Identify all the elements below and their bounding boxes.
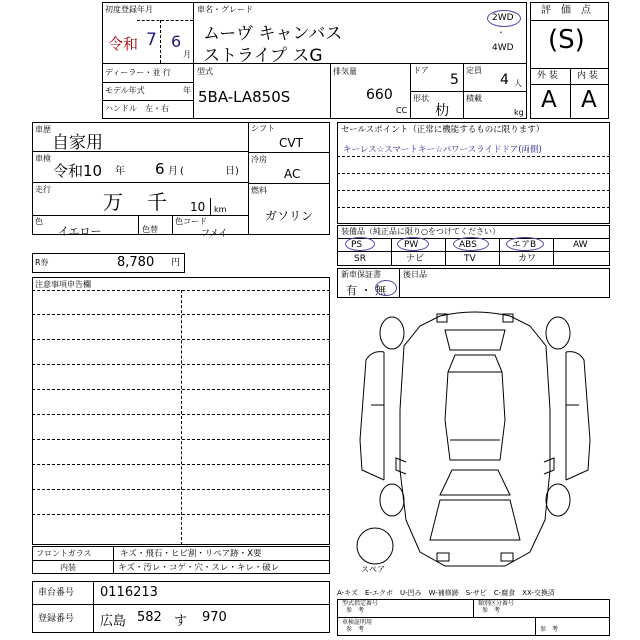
spare-label: スペア bbox=[361, 565, 385, 574]
reg-cert-sub: 参 考 bbox=[346, 626, 365, 633]
inspection-month-unit: 月 bbox=[168, 166, 178, 177]
windshield-value: キズ・飛石・ヒビ割・リペア跡・X要 bbox=[120, 549, 262, 559]
load-unit: kg bbox=[514, 108, 524, 117]
interior-grade: A bbox=[581, 87, 597, 113]
recycle-unit: 円 bbox=[171, 258, 181, 268]
first-reg-year: 7 bbox=[146, 30, 157, 50]
displacement-label: 排気量 bbox=[333, 67, 357, 76]
rear-seat-label: 後日品 bbox=[403, 270, 427, 279]
ref-label: 参 考 bbox=[540, 626, 559, 633]
interior-label: 内 装 bbox=[577, 71, 598, 81]
color-value: イエロー bbox=[58, 225, 102, 238]
interior-cond-label: 内装 bbox=[60, 563, 76, 572]
month-unit: 月 bbox=[183, 50, 191, 59]
category-cert-label: 類別区分番号 bbox=[478, 600, 515, 607]
first-reg-month: 6 bbox=[171, 32, 182, 51]
grade-value: (S) bbox=[548, 25, 585, 55]
capacity-value: 4 bbox=[500, 72, 509, 88]
equipment-label: 装備品（純正品に限り○をつけてください） bbox=[341, 227, 500, 236]
reg-cert-label: 車検証明用 bbox=[342, 619, 373, 626]
car-name-line1: ムーヴ キャンバス bbox=[203, 24, 343, 44]
damage-legend: A-キズ E-エクボ U-凹み W-補修跡 S-サビ C-腐食 XX-交換済 bbox=[337, 589, 555, 597]
plate-kana: す bbox=[174, 614, 188, 629]
color-code-label: 色コード bbox=[175, 217, 207, 226]
shape-value: 朸 bbox=[435, 103, 449, 119]
equip-pw: PW bbox=[404, 240, 419, 250]
plate-class: 582 bbox=[137, 610, 162, 625]
sales-point-label: セールスポイント（正常に機能するものに限ります） bbox=[341, 125, 545, 135]
equip-ps: PS bbox=[351, 240, 363, 250]
fuel-label: 燃料 bbox=[251, 186, 267, 195]
model-cert-label: 型式指定番号 bbox=[342, 600, 379, 607]
color-label: 色 bbox=[35, 217, 43, 226]
plate-region: 広島 bbox=[100, 614, 127, 629]
inspection-label: 車検 bbox=[35, 154, 51, 163]
color-change-label: 色替 bbox=[142, 225, 158, 234]
equip-airbag: エアB bbox=[512, 240, 537, 250]
color-code-value: フメイ bbox=[201, 229, 228, 239]
equip-navi: ナビ bbox=[406, 254, 425, 264]
capacity-label: 定員 bbox=[466, 66, 482, 75]
inspection-month: 6 bbox=[155, 160, 165, 178]
door-value: 5 bbox=[450, 72, 459, 88]
equip-abs: ABS bbox=[459, 240, 477, 250]
fuel-value: ガソリン bbox=[265, 209, 314, 223]
displacement-value: 660 bbox=[366, 87, 393, 103]
displacement-unit: CC bbox=[396, 106, 408, 115]
inspection-paren: ( bbox=[180, 166, 184, 177]
recycle-value: 8,780 bbox=[117, 255, 155, 270]
grade-label: 評 価 点 bbox=[541, 5, 591, 16]
type-value: 5BA-LA850S bbox=[198, 88, 291, 106]
equip-leather: カワ bbox=[518, 254, 537, 264]
interior-cond-value: キズ・汚レ・コゲ・穴・スレ・キレ・破レ bbox=[118, 563, 280, 573]
plate-number: 970 bbox=[202, 610, 227, 625]
inspection-day-unit: 日) bbox=[225, 166, 239, 177]
chassis-value: 0116213 bbox=[100, 585, 158, 600]
drive-4wd: 4WD bbox=[492, 43, 514, 53]
category-value: 自家用 bbox=[52, 133, 103, 153]
first-reg-era: 令和 bbox=[108, 35, 139, 53]
notes-label: 注意事項申告欄 bbox=[35, 280, 91, 289]
mileage-unit: km bbox=[214, 205, 227, 214]
car-name-label: 車名・グレード bbox=[197, 5, 253, 14]
exterior-grade: A bbox=[541, 87, 557, 113]
car-name-line2: ストライプ スG bbox=[203, 46, 323, 66]
sales-point-line1: キーレス☆スマートキー☆パワースライドドア(両側) bbox=[343, 145, 542, 155]
shift-value: CVT bbox=[279, 136, 303, 150]
chassis-label: 車台番号 bbox=[38, 588, 75, 598]
exterior-label: 外 装 bbox=[537, 71, 558, 81]
load-label: 積載 bbox=[466, 94, 482, 103]
handle-label: ハンドル 左・右 bbox=[105, 104, 169, 113]
door-label: ドア bbox=[413, 66, 429, 75]
inspection-era: 令和10 bbox=[53, 162, 103, 180]
warranty-value: 有 ・ 無 bbox=[346, 284, 386, 297]
model-year-label: モデル年式 bbox=[105, 86, 145, 95]
model-year-unit: 年 bbox=[183, 86, 191, 95]
recycle-label: R券 bbox=[35, 258, 49, 267]
shift-label: シフト bbox=[251, 124, 275, 133]
mileage-sen: 千 bbox=[147, 190, 167, 214]
category-cert-sub: 参 考 bbox=[482, 607, 501, 614]
category-label: 車歴 bbox=[35, 125, 51, 134]
windshield-label: フロントガラス bbox=[36, 549, 92, 558]
ac-value: AC bbox=[284, 167, 301, 181]
shape-label: 形状 bbox=[413, 94, 429, 103]
plate-label: 登録番号 bbox=[38, 614, 75, 624]
first-reg-label: 初度登録年月 bbox=[105, 5, 153, 14]
mileage-man: 万 bbox=[103, 190, 123, 214]
dealer-label: ディーラー・並 行 bbox=[105, 68, 171, 77]
warranty-label: 新車保証書 bbox=[341, 270, 381, 279]
equip-sr: SR bbox=[354, 254, 366, 264]
drive-2wd: 2WD bbox=[492, 13, 514, 23]
type-label: 型式 bbox=[197, 67, 213, 76]
mileage-label: 走行 bbox=[35, 185, 51, 194]
equip-aw: AW bbox=[573, 240, 588, 250]
drive-dot: ・ bbox=[497, 28, 505, 37]
inspection-year-unit: 年 bbox=[115, 166, 125, 177]
mileage-value: 10 bbox=[190, 200, 206, 214]
ac-label: 冷房 bbox=[251, 155, 267, 164]
capacity-unit: 人 bbox=[514, 79, 522, 88]
equip-tv: TV bbox=[464, 254, 476, 264]
model-cert-sub: 参 考 bbox=[346, 607, 365, 614]
